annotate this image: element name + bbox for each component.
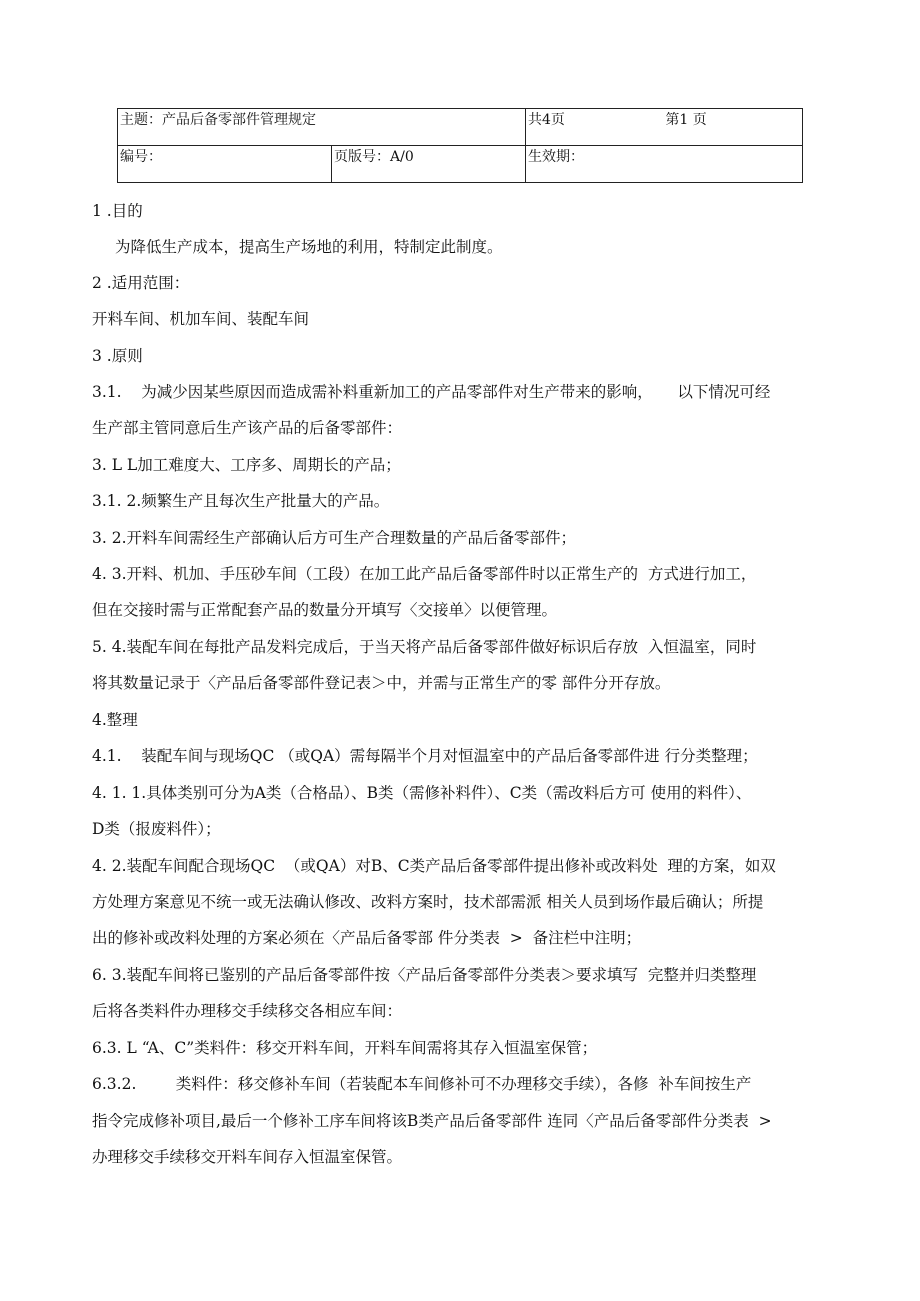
paragraph-line: 6.3.2. 类料件：移交修补车间（若装配本车间修补可不办理移交手续），各修 补车间按生产: [92, 1075, 752, 1093]
paragraph-line: 将其数量记录于〈产品后备零部件登记表＞中，并需与正常生产的零 部件分开存放。: [92, 674, 671, 692]
paragraph-line: 4. 3.开料、机加、手压砂车间（工段）在加工此产品后备零部件时以正常生产的 方式进行加工，: [92, 565, 757, 583]
version-cell: 页版号：A/0: [332, 146, 526, 183]
paragraph-line: 办理移交手续移交开料车间存入恒温室保管。: [92, 1148, 403, 1166]
paragraph-line: 指令完成修补项目,最后一个修补工序车间将该B类产品后备零部件 连同〈产品后备零部件分类表 >: [92, 1112, 772, 1130]
paragraph-line: 4. 1. 1.具体类别可分为A类（合格品）、B类（需修补料件）、C类（需改料后方可 使用的料件）、: [92, 784, 752, 802]
paragraph-line: 生产部主管同意后生产该产品的后备零部件：: [92, 419, 403, 437]
paragraph-line: 出的修补或改料处理的方案必须在〈产品后备零部 件分类表 > 备注栏中注明；: [92, 929, 642, 947]
section-4-heading: 4.整理: [92, 711, 138, 729]
subject-cell: 主题：产品后备零部件管理规定: [118, 109, 526, 146]
paragraph-line: 3.1. 2.频繁生产且每次生产批量大的产品。: [92, 492, 390, 510]
paragraph-line: 6.3. L “A、C”类料件：移交开料车间，开料车间需将其存入恒温室保管；: [92, 1039, 598, 1057]
paragraph-line: 3. 2.开料车间需经生产部确认后方可生产合理数量的产品后备零部件；: [92, 529, 577, 547]
paragraph-line: 6. 3.装配车间将已鉴别的产品后备零部件按〈产品后备零部件分类表＞要求填写 完整并归类整理: [92, 966, 757, 984]
paragraph-line: D类（报废料件）；: [92, 820, 221, 838]
paragraph-line: 方处理方案意见不统一或无法确认修改、改料方案时，技术部需派 相关人员到场作最后确认；所提: [92, 893, 764, 911]
paragraph-line: 3. L L加工难度大、工序多、周期长的产品；: [92, 456, 401, 474]
section-3-heading: 3 .原则: [92, 347, 143, 365]
paragraph-line: 4.1. 装配车间与现场QC （或QA）需每隔半个月对恒温室中的产品后备零部件进 行分类整理；: [92, 747, 758, 765]
header-table: [117, 108, 803, 183]
paragraph-line: 后将各类料件办理移交手续移交各相应车间：: [92, 1002, 403, 1020]
effective-date-cell: 生效期：: [526, 146, 803, 183]
paragraph-line: 3.1. 为减少因某些原因而造成需补料重新加工的产品零部件对生产带来的影响， 以下情况可经: [92, 383, 771, 401]
total-pages: 共4页: [528, 112, 565, 128]
current-page: 第1 页: [665, 112, 707, 128]
page-count-cell: [526, 109, 803, 146]
section-1-heading: 1 .目的: [92, 202, 143, 220]
paragraph-line: 但在交接时需与正常配套产品的数量分开填写〈交接单〉以便管理。: [92, 601, 558, 619]
section-2-heading: 2 .适用范围：: [92, 274, 190, 292]
purpose-text: 为降低生产成本，提高生产场地的利用，特制定此制度。: [115, 238, 503, 256]
paragraph-line: 4. 2.装配车间配合现场QC （或QA）对B、C类产品后备零部件提出修补或改料处 理的方案，如双: [92, 857, 776, 875]
number-cell: 编号：: [118, 146, 332, 183]
scope-text: 开料车间、机加车间、装配车间: [92, 310, 310, 328]
paragraph-line: 5. 4.装配车间在每批产品发料完成后，于当天将产品后备零部件做好标识后存放 入恒温室，同时: [92, 638, 757, 656]
